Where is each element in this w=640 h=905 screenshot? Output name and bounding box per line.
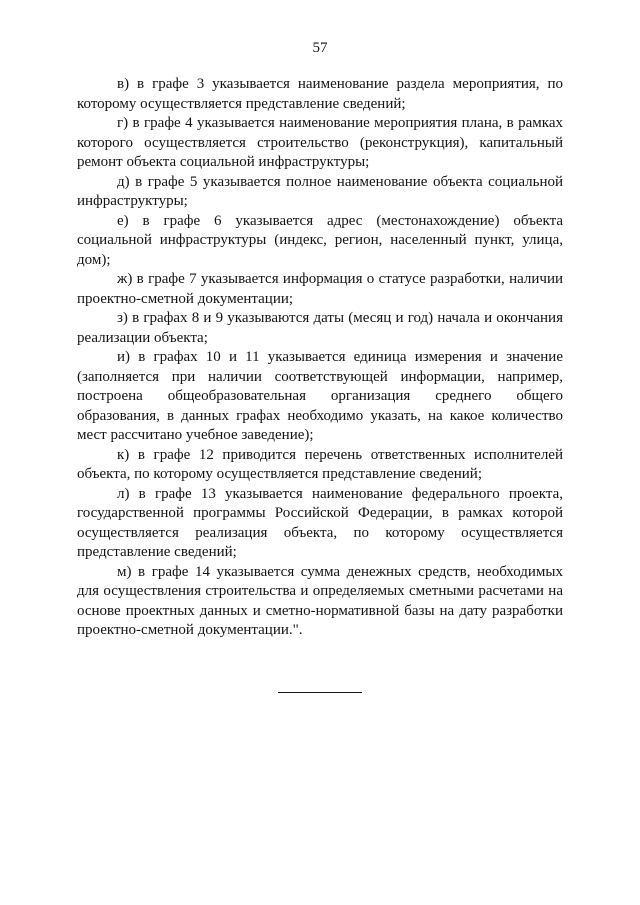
paragraph-z: з) в графах 8 и 9 указываются даты (месяц и год) начала и окончания реализации объекта; xyxy=(77,310,563,346)
paragraph-l: л) в графе 13 указывается наименование федерального проекта, государственной программы Российской Федерации, в рамках которой осуществляется реализация объекта, по которому осуществляется представление сведений; xyxy=(77,485,563,560)
paragraph-zh: ж) в графе 7 указывается информация о статусе разработки, наличии проектно-сметной документации; xyxy=(77,271,563,307)
paragraph-v: в) в графе 3 указывается наименование раздела мероприятия, по которому осуществляется представление сведений; xyxy=(77,76,563,112)
paragraph-k: к) в графе 12 приводится перечень ответственных исполнителей объекта, по которому осуществляется представление сведений; xyxy=(77,446,563,482)
paragraph-e: е) в графе 6 указывается адрес (местонахождение) объекта социальной инфраструктуры (индекс, регион, населенный пункт, улица, дом); xyxy=(77,212,563,268)
document-body xyxy=(77,75,563,641)
end-rule-divider xyxy=(278,692,362,693)
paragraph-m: м) в графе 14 указывается сумма денежных средств, необходимых для осуществления строительства и определяемых сметными расчетами на основе проектных данных и сметно-нормативной базы на дату разработки проектно-сметной документации.". xyxy=(77,563,563,638)
paragraph-i: и) в графах 10 и 11 указывается единица измерения и значение (заполняется при наличии соответствующей информации, например, построена общеобразовательная организация среднего общего образования, в данных графах необходимо указать, на какое количество мест рассчитано учебное заведение); xyxy=(77,349,563,443)
paragraph-g: г) в графе 4 указывается наименование мероприятия плана, в рамках которого осуществляется строительство (реконструкция), капитальный ремонт объекта социальной инфраструктуры; xyxy=(77,115,563,170)
paragraph-d: д) в графе 5 указывается полное наименование объекта социальной инфраструктуры; xyxy=(77,173,563,209)
page-number: 57 xyxy=(312,40,328,56)
